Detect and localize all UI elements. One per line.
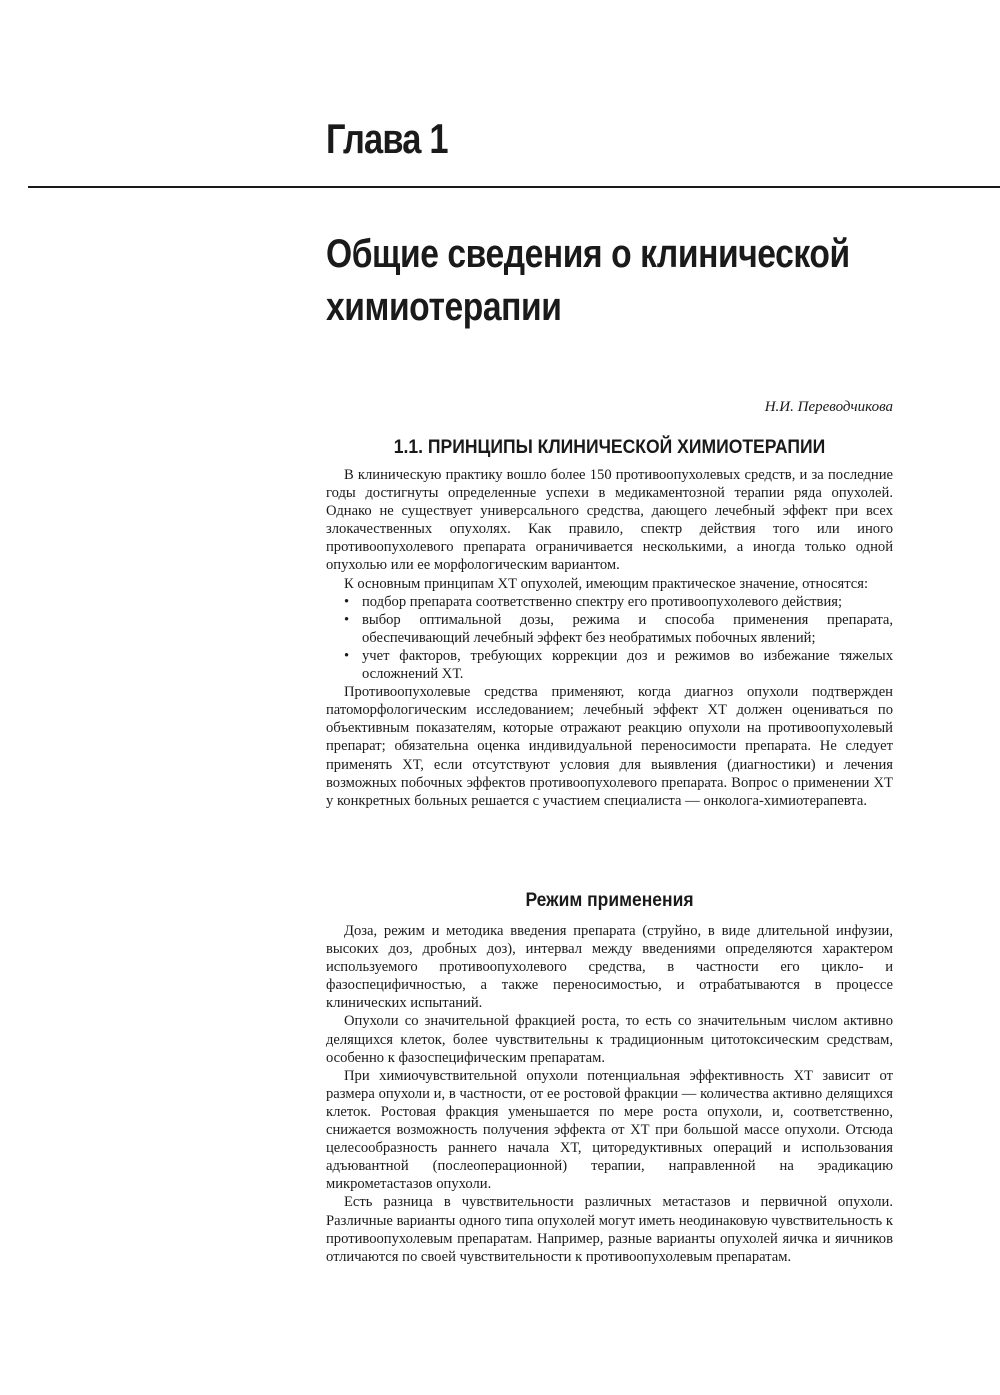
section-heading: 1.1. ПРИНЦИПЫ КЛИНИЧЕСКОЙ ХИМИОТЕРАПИИ [393,436,826,458]
chapter-title-line-2: химиотерапии [326,285,562,329]
paragraph: Опухоли со значительной фракцией роста, то есть со значительным числом активно делящихся клеток, более чувствительны к традиционным цитотоксическим средствам, особенно к фазоспецифическим препаратам. [326,1013,893,1066]
paragraph: В клиническую практику вошло более 150 противоопухолевых средств, и за последние годы достигнуты определенные успехи в медикаментозной терапии ряда опухолей. Однако не существует универсального средства, дающего лечебный эффект при всех злокачественных опухолях. Как правило, спектр действия того или иного противоопухолевого препарата ограничивается несколькими, а иногда только одной опухолью или ее морфологическим вариантом. [326,467,893,574]
subsection-heading: Режим применения [525,890,694,911]
chapter-divider [28,186,1000,188]
chapter-title-line-1: Общие сведения о клинической [326,232,850,276]
paragraph: Есть разница в чувствительности различных метастазов и первичной опухоли. Различные варианты одного типа опухолей могут иметь неодинаковую чувствительность к противоопухолевым препаратам. Например, разные варианты опухолей яичка и яичников отличаются по своей чувствительности к противоопухолевым препаратам. [326,1194,893,1265]
author-name: Н.И. Переводчикова [764,399,893,415]
paragraph: Противоопухолевые средства применяют, когда диагноз опухоли подтвержден патоморфологическим исследованием; лечебный эффект ХТ должен оцениваться по объективным показателям, которые отражают реакцию опухоли на противоопухолевый препарат; обязательна оценка индивидуальной переносимости препарата. Не следует применять ХТ, если отсутствуют условия для выявления (диагностики) и лечения возможных побочных эффектов противоопухолевого препарата. Вопрос о применении ХТ у конкретных больных решается с участием специалиста — онколога-химиотерапевта. [326,684,893,809]
principles-list [326,593,893,683]
section-2-body [326,922,893,1266]
list-item: • учет факторов, требующих коррекции доз и режимов во избежание тяжелых осложнений ХТ. [326,647,893,683]
chapter-label: Глава 1 [326,115,448,162]
paragraph: Доза, режим и методика введения препарата (струйно, в виде длительной инфузии, высоких доз, дробных доз), интервал между введениями определяются характером используемого противоопухолевого средства, в частности его цикло- и фазоспецифичностью, а также переносимостью, и отрабатываются в процессе клинических испытаний. [326,923,893,1012]
chapter-title [326,228,850,334]
section-1-body [326,466,893,810]
list-item: • выбор оптимальной дозы, режима и способа применения препарата, обеспечивающий лечебный эффект без необратимых побочных явлений; [326,611,893,647]
list-item: • подбор препарата соответственно спектру его противоопухолевого действия; [326,593,893,611]
paragraph: К основным принципам ХТ опухолей, имеющим практическое значение, относятся: [344,575,869,592]
paragraph: При химиочувствительной опухоли потенциальная эффективность ХТ зависит от размера опухоли и, в частности, от ее ростовой фракции — количества активно делящихся клеток. Ростовая фракция уменьшается по мере роста опухоли, и, соответственно, снижается возможность получения эффекта от ХТ при большой массе опухоли. Отсюда целесообразность раннего начала ХТ, циторедуктивных операций и использования адъювантной (послеоперационной) терапии, направленной на эрадикацию микрометастазов опухоли. [326,1067,893,1193]
